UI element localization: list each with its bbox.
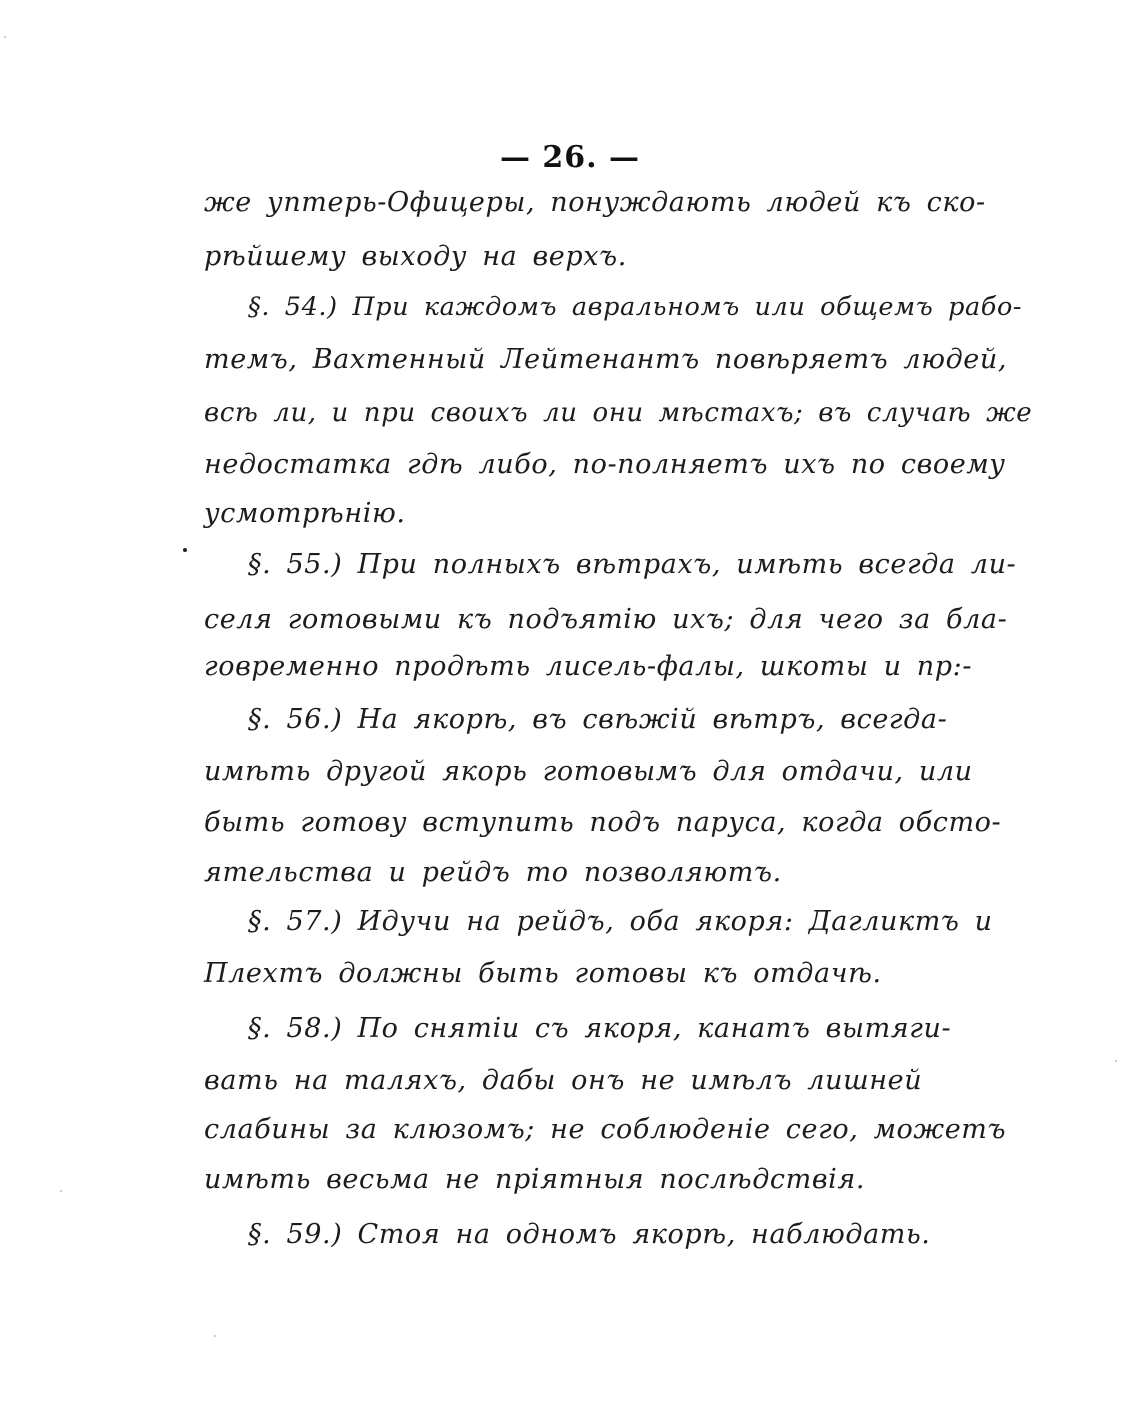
text-line: §. 59.) Стоя на одномъ якорѣ, наблюдать. (248, 1219, 931, 1250)
text-line: усмотрѣнію. (204, 498, 406, 529)
ink-speck (183, 548, 187, 552)
text-line: селя готовыми къ подъятію ихъ; для чего за бла- (204, 604, 1008, 635)
text-line: §. 56.) На якорѣ, въ свѣжій вѣтръ, всегда- (248, 704, 948, 735)
text-line: ятельства и рейдъ то позволяютъ. (204, 857, 782, 888)
text-line: §. 57.) Идучи на рейдъ, оба якоря: Дагликтъ и (248, 906, 993, 937)
text-line: же уптерь-Офицеры, понуждають людей къ ско- (204, 187, 986, 218)
paper-speck (214, 1335, 216, 1337)
text-line: Плехтъ должны быть готовы къ отдачѣ. (204, 958, 882, 989)
text-line: говременно продѣть лисель-фалы, шкоты и пр:- (204, 651, 973, 682)
text-line: быть готову вступить подъ паруса, когда обсто- (204, 807, 1002, 838)
text-line: §. 55.) При полныхъ вѣтрахъ, имѣть всегда ли- (248, 549, 1017, 580)
text-line: имѣть другой якорь готовымъ для отдачи, или (204, 756, 973, 787)
paper-speck (4, 36, 6, 38)
page-number: — 26. — (499, 140, 641, 175)
text-line: имѣть весьма не пріятныя послѣдствія. (204, 1164, 866, 1195)
text-line: всѣ ли, и при своихъ ли они мѣстахъ; въ случаѣ же (204, 398, 1033, 428)
text-line: §. 58.) По снятіи съ якоря, канатъ вытяги- (248, 1013, 952, 1044)
text-line: слабины за клюзомъ; не соблюденіе сего, можетъ (204, 1114, 1007, 1145)
text-line: рѣйшему выходу на верхъ. (204, 241, 627, 272)
text-line: §. 54.) При каждомъ авральномъ или общемъ рабо- (248, 292, 1023, 322)
paper-speck (60, 1190, 62, 1192)
text-line: темъ, Вахтенный Лейтенантъ повѣряетъ людей, (204, 344, 1008, 375)
text-line: недостатка гдѣ либо, по-полняетъ ихъ по своему (204, 449, 1006, 480)
paper-speck (1115, 1060, 1117, 1062)
text-line: вать на таляхъ, дабы онъ не имѣлъ лишней (204, 1065, 923, 1096)
